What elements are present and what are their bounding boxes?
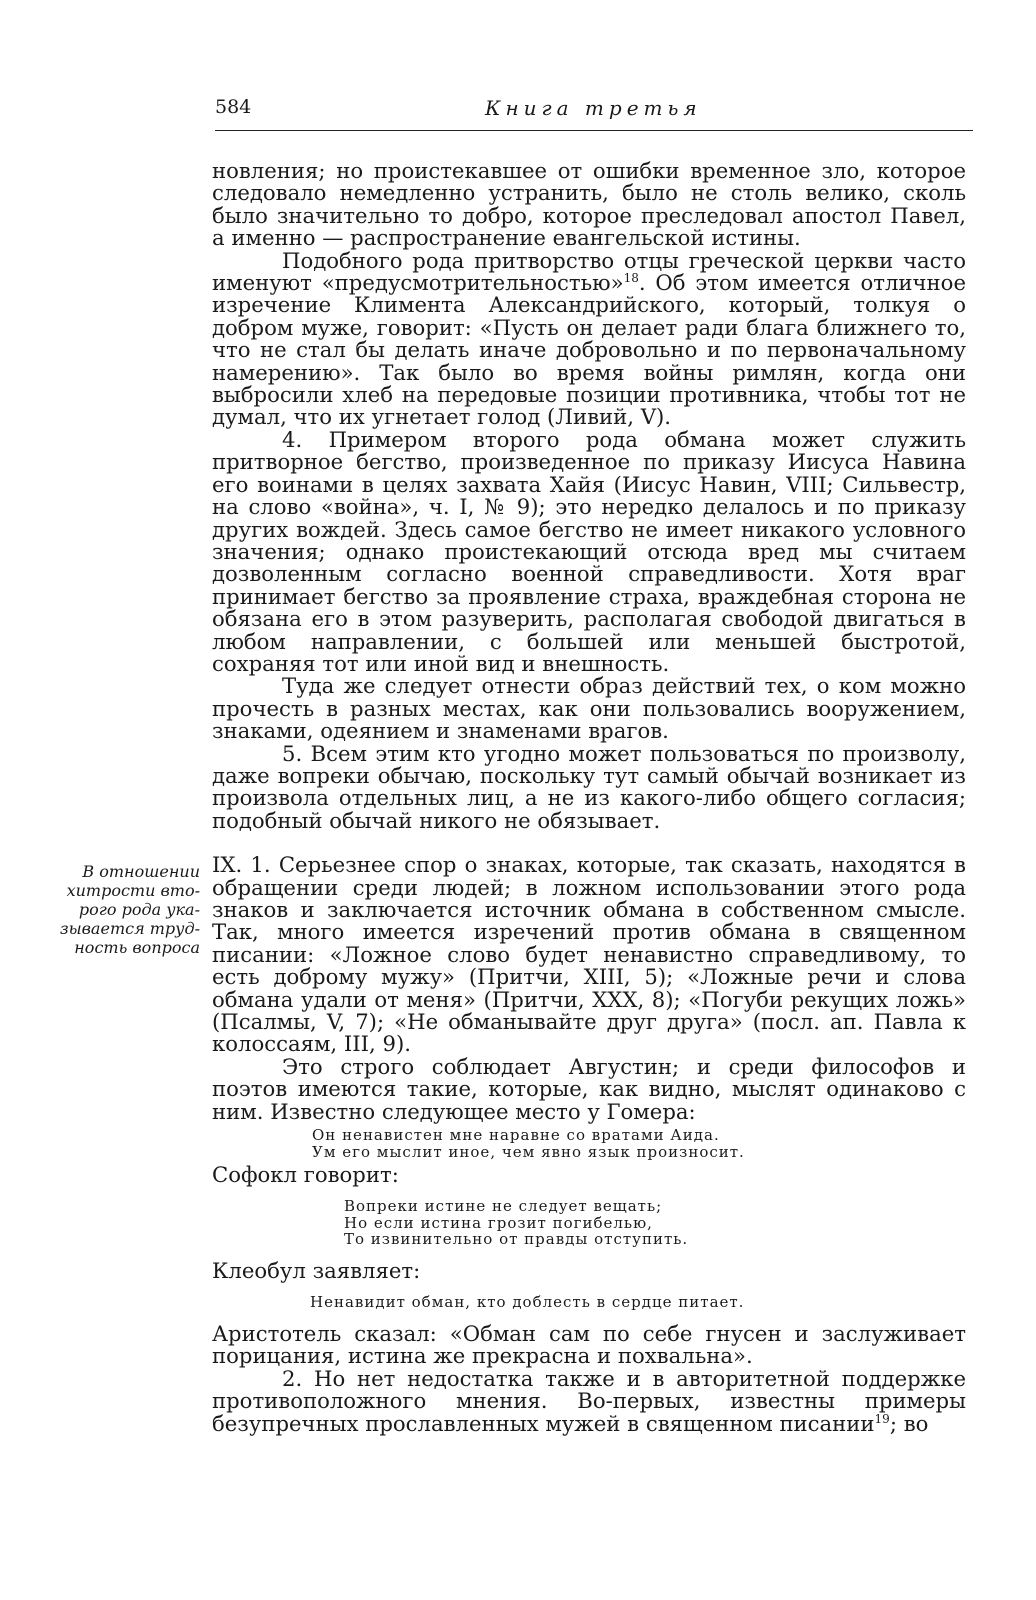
margin-note-line: зывается труд- bbox=[59, 919, 200, 938]
paragraph: 4. Примером второго рода обмана может служить притворное бегство, произведенное по приказу Иисуса Навина его воинами в целях захвата Хайя (Иисус Навин, VIII; Сильвестр, на слово «война», ч. I, № 9); это нередко делалось и по приказу других вождей. Здесь самое бегство не имеет никакого условного значения; однако проистекающий отсюда вред мы считаем дозволенным согласно военной справедливости. Хотя враг принимает бегство за проявление страха, враждебная сторона не обязана его в этом разуверить, располагая свободой двигаться в любом направлении, с большей или меньшей быстротой, сохраняя тот или иной вид и внешность. bbox=[212, 426, 966, 676]
paragraph-text: . Об этом имеется отличное изречение Климента Александрийского, который, толкуя о добром муже, говорит: «Пусть он делает ради блага ближнего то, что не стал бы делать иначе добровольно и по первоначальному намерению». Так было во время войны римлян, когда они выбросили хлеб на передовые позиции противника, чтобы тот не думал, что их угнетает голод (Ливий, V). bbox=[212, 270, 966, 430]
footnote-ref: 18 bbox=[623, 270, 639, 285]
header-rule bbox=[215, 130, 973, 131]
paragraph-text: 2. Но нет недостатка также и в авторитетной поддержке противоположного мнения. Во-первых, известны примеры безупречных прославленных мужей в священном писании bbox=[212, 1365, 966, 1436]
quote-intro: Клеобул заявляет: bbox=[212, 1257, 421, 1283]
verse-line: Ум его мыслит иное, чем явно язык произносит. bbox=[312, 1142, 745, 1161]
verse-quote-cleobulus bbox=[212, 1294, 966, 1311]
paragraph: Аристотель сказал: «Обман сам по себе гнусен и заслуживает порицания, истина же прекрасна и похвальна». bbox=[212, 1320, 966, 1369]
paragraph: новления; но проистекавшее от ошибки временное зло, которое следовало немедленно устранить, было не столь велико, сколь было значительно то добро, которое преследовал апостол Павел, а именно — распространение евангельской истины. bbox=[212, 158, 966, 251]
running-title: Книга третья bbox=[485, 96, 702, 120]
quote-intro: Софокл говорит: bbox=[212, 1162, 399, 1188]
paragraph bbox=[212, 247, 966, 430]
verse-quote-homer bbox=[212, 1127, 966, 1160]
margin-note-line: хитрости вто- bbox=[66, 881, 200, 900]
margin-note-line: ность вопроса bbox=[74, 938, 200, 957]
margin-note bbox=[40, 862, 200, 957]
verse-quote-sophocles bbox=[212, 1198, 966, 1248]
paragraph: 5. Всем этим кто угодно может пользоваться по произволу, даже вопреки обычаю, поскольку тут самый обычай возникает из произвола отдельных лиц, а не из какого-либо общего согласия; подобный обычай никого не обязывает. bbox=[212, 740, 966, 833]
section-paragraph: IX. 1. Серьезнее спор о знаках, которые, так сказать, находятся в обращении среди людей; в ложном использовании этого рода знаков и заключается источник обмана в собственном смысле. Так, много имеется изречений против обмана в священном писании: «Ложное слово будет ненавистно справедливому, то есть доброму мужу» (Притчи, XIII, 5); «Ложные речи и слова обмана удали от меня» (Притчи, XXX, 8); «Погуби рекущих ложь» (Псалмы, V, 7); «Не обманывайте друг друга» (посл. ап. Павла к колоссаям, III, 9). bbox=[212, 852, 966, 1057]
paragraph bbox=[212, 1365, 966, 1436]
margin-note-line: В отношении bbox=[82, 862, 200, 881]
paragraph-text: Подобного рода притворство отцы греческой церкви часто именуют «предусмотрительностью» bbox=[212, 247, 966, 296]
verse-line: Он ненавистен мне наравне со вратами Аида. bbox=[312, 1126, 720, 1145]
text-column bbox=[212, 160, 966, 1435]
footnote-ref: 19 bbox=[874, 1411, 890, 1426]
paragraph: Туда же следует отнести образ действий тех, о ком можно прочесть в разных местах, как они пользовались вооружением, знаками, одеянием и знаменами врагов. bbox=[212, 673, 966, 744]
margin-note-line: рого рода ука- bbox=[78, 900, 200, 919]
page-header bbox=[215, 96, 973, 132]
paragraph-text: ; во bbox=[889, 1410, 929, 1436]
page-number: 584 bbox=[215, 96, 252, 118]
verse-line: Но если истина грозит погибелью, bbox=[344, 1213, 653, 1232]
verse-line: Ненавидит обман, кто доблесть в сердце питает. bbox=[310, 1293, 745, 1312]
verse-line: Вопреки истине не следует вещать; bbox=[344, 1197, 663, 1216]
paragraph: Это строго соблюдает Августин; и среди философов и поэтов имеются такие, которые, как видно, мыслят одинаково с ним. Известно следующее место у Гомера: bbox=[212, 1053, 966, 1124]
verse-line: То извинительно от правды отступить. bbox=[344, 1230, 689, 1249]
